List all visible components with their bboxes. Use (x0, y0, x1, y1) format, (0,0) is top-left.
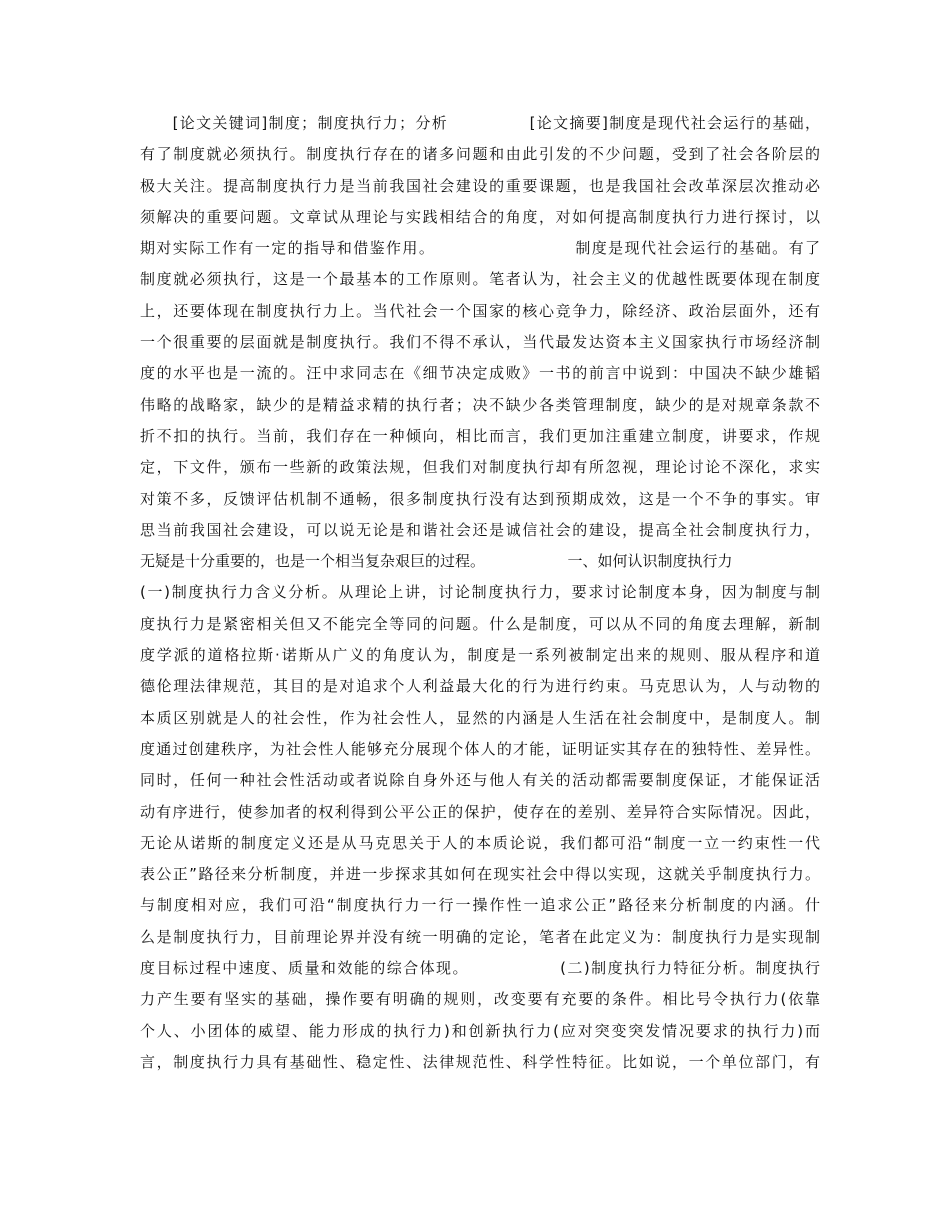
text-line: [论文关键词]制度；制度执行力；分析 [论文摘要]制度是现代社会运行的基础， (140, 114, 820, 132)
text-line: 德伦理法律规范，其目的是对追求个人利益最大化的行为进行约束。马克思认为，人与动物的 (140, 677, 820, 696)
text-line: 度学派的道格拉斯·诺斯从广义的角度认为，制度是一系列被制定出来的规则、服从程序和道 (140, 646, 820, 665)
text-line: 极大关注。提高制度执行力是当前我国社会建设的重要课题，也是我国社会改革深层次推动必 (140, 176, 820, 195)
text-line: 制度就必须执行，这是一个最基本的工作原则。笔者认为，社会主义的优越性既要体现在制度 (140, 270, 820, 289)
text-line: 表公正”路径来分析制度，并进一步探求其如何在现实社会中得以实现，这就关乎制度执行力。 (140, 865, 820, 884)
text-line: 本质区别就是人的社会性，作为社会性人，显然的内涵是人生活在社会制度中，是制度人。制 (140, 708, 820, 727)
body-text (140, 108, 820, 1078)
text-line: 思当前我国社会建设，可以说无论是和谐社会还是诚信社会的建设，提高全社会制度执行力， (140, 520, 820, 539)
text-line: 动有序进行，使参加者的权利得到公平公正的保护，使存在的差别、差异符合实际情况。因此， (140, 802, 820, 821)
text-line: 有了制度就必须执行。制度执行存在的诸多问题和由此引发的不少问题，受到了社会各阶层的 (140, 145, 820, 164)
text-line: 上，还要体现在制度执行力上。当代社会一个国家的核心竞争力，除经济、政治层面外，还有 (140, 301, 820, 320)
text-line: 伟略的战略家，缺少的是精益求精的执行者；决不缺少各类管理制度，缺少的是对规章条款不 (140, 395, 820, 414)
text-line: 无疑是十分重要的，也是一个相当复杂艰巨的过程。 一、如何认识制度执行力 (140, 552, 733, 571)
text-line: 须解决的重要问题。文章试从理论与实践相结合的角度，对如何提高制度执行力进行探讨，以 (140, 207, 820, 226)
text-line: 定，下文件，颁布一些新的政策法规，但我们对制度执行却有所忽视，理论讨论不深化，求实 (140, 458, 820, 477)
text-line: 么是制度执行力，目前理论界并没有统一明确的定论，笔者在此定义为：制度执行力是实现制 (140, 927, 820, 946)
text-line: 度执行力是紧密相关但又不能完全等同的问题。什么是制度，可以从不同的角度去理解，新制 (140, 614, 820, 633)
text-line: (一)制度执行力含义分析。从理论上讲，讨论制度执行力，要求讨论制度本身，因为制度与制 (140, 583, 820, 602)
text-line: 言，制度执行力具有基础性、稳定性、法律规范性、科学性特征。比如说，一个单位部门，有 (140, 1052, 820, 1071)
text-line: 无论从诺斯的制度定义还是从马克思关于人的本质论说，我们都可沿“制度一立一约束性一代 (140, 833, 820, 852)
text-line: 期对实际工作有一定的指导和借鉴作用。 制度是现代社会运行的基础。有了 (140, 239, 820, 258)
text-line: 对策不多，反馈评估机制不通畅，很多制度执行没有达到预期成效，这是一个不争的事实。审 (140, 489, 820, 508)
text-line: 度目标过程中速度、质量和效能的综合体现。 (二)制度执行力特征分析。制度执行 (140, 959, 820, 978)
text-line: 一个很重要的层面就是制度执行。我们不得不承认，当代最发达资本主义国家执行市场经济制 (140, 333, 820, 352)
text-line: 折不扣的执行。当前，我们存在一种倾向，相比而言，我们更加注重建立制度，讲要求，作规 (140, 426, 820, 445)
text-line: 与制度相对应，我们可沿“制度执行力一行一操作性一追求公正”路径来分析制度的内涵。什 (140, 896, 820, 915)
text-line: 度通过创建秩序，为社会性人能够充分展现个体人的才能，证明证实其存在的独特性、差异性。 (140, 739, 820, 758)
text-line: 个人、小团体的威望、能力形成的执行力)和创新执行力(应对突变突发情况要求的执行力)而 (140, 1021, 820, 1040)
text-line: 度的水平也是一流的。汪中求同志在《细节决定成败》一书的前言中说到：中国决不缺少雄韬 (140, 364, 820, 383)
text-line: 同时，任何一种社会性活动或者说除自身外还与他人有关的活动都需要制度保证，才能保证活 (140, 771, 820, 790)
text-line: 力产生要有坚实的基础，操作要有明确的规则，改变要有充要的条件。相比号令执行力(依靠 (140, 990, 820, 1009)
